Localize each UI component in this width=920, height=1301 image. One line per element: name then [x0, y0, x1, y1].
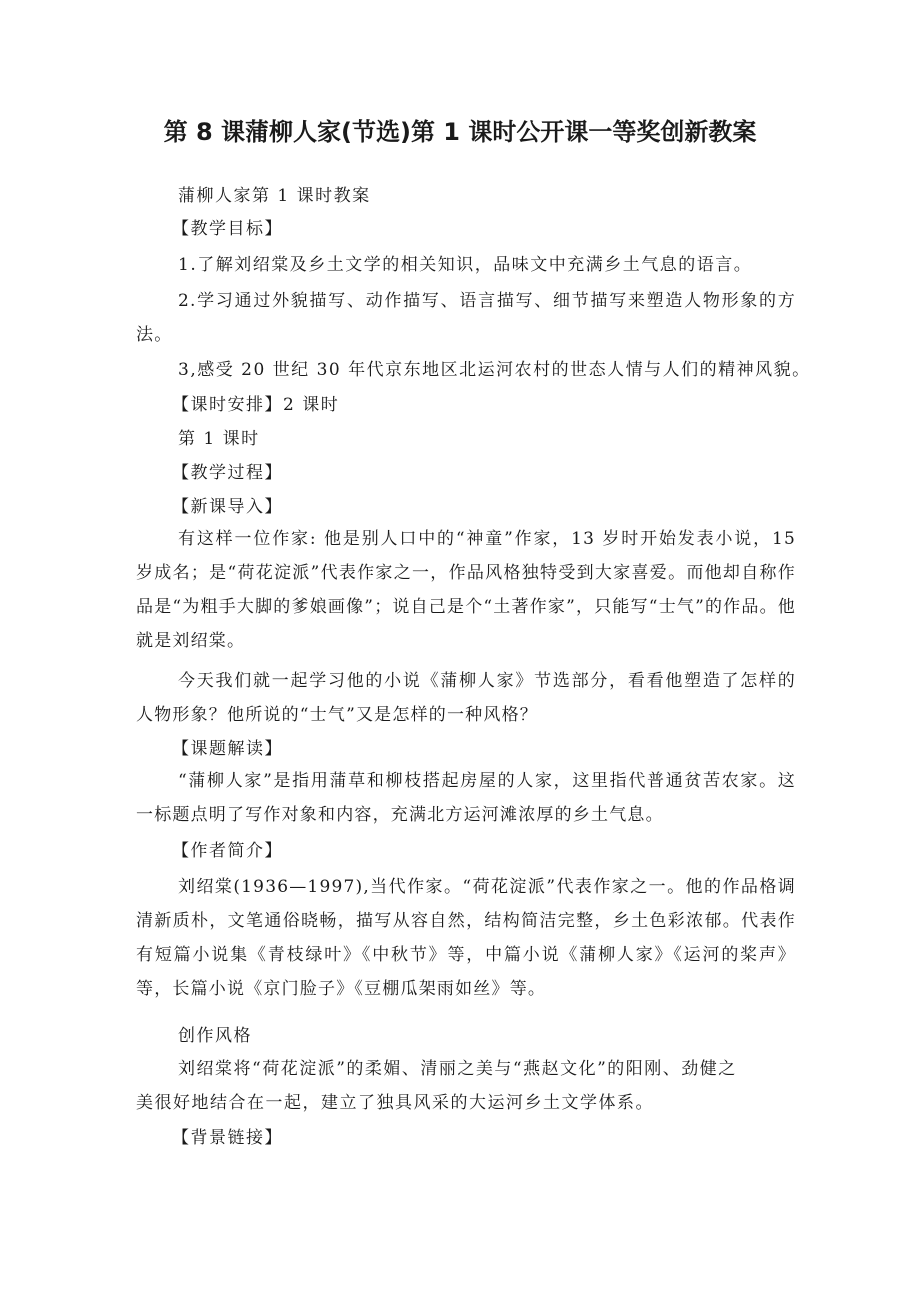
lesson-1-heading: 第 1 课时 [178, 429, 260, 449]
intro-paragraph-1: 有这样一位作家: 他是别人口中的“神童”作家，13 岁时开始发表小说，15 岁成名；是“荷花淀派”代表作家之一，作品风格独特受到大家喜爱。而他却自称作品是“为粗手大脚的爹娘画像”；说自己是个“土著作家”，只能写“士气”的作品。他就是刘绍棠。 [136, 529, 796, 651]
document-title: 第 8 课蒲柳人家(节选)第 1 课时公开课一等奖创新教案 [163, 118, 757, 146]
teaching-goals-heading: 【教学目标】 [172, 219, 283, 239]
title-interpretation-paragraph: “蒲柳人家”是指用蒲草和柳枝搭起房屋的人家，这里指代普通贫苦农家。这一标题点明了写作对象和内容，充满北方运河滩浓厚的乡土气息。 [136, 771, 796, 825]
background-heading: 【背景链接】 [172, 1128, 283, 1148]
intro-paragraph-2: 今天我们就一起学习他的小说《蒲柳人家》节选部分，看看他塑造了怎样的人物形象？他所说的“士气”又是怎样的一种风格？ [136, 671, 796, 725]
style-line-1: 刘绍棠将“荷花淀派”的柔媚、清丽之美与“燕赵文化”的阳刚、劲健之 [178, 1059, 737, 1079]
teaching-process-heading: 【教学过程】 [172, 463, 283, 483]
goal-item-1: 1.了解刘绍棠及乡土文学的相关知识，品味文中充满乡土气息的语言。 [178, 255, 753, 275]
author-intro-paragraph: 刘绍棠(1936—1997),当代作家。“荷花淀派”代表作家之一。他的作品格调清新质朴，文笔通俗晓畅，描写从容自然，结构简洁完整，乡土色彩浓郁。代表作有短篇小说集《青枝绿叶》《中秋节》等，中篇小说《蒲柳人家》《运河的桨声》等，长篇小说《京门脸子》《豆棚瓜架雨如丝》等。 [136, 877, 796, 999]
lesson-plan-subtitle: 蒲柳人家第 1 课时教案 [178, 186, 371, 206]
title-interpretation-heading: 【课题解读】 [172, 739, 283, 759]
style-heading: 创作风格 [178, 1026, 252, 1046]
schedule-line: 【课时安排】2 课时 [172, 395, 340, 415]
intro-heading: 【新课导入】 [172, 497, 283, 517]
goal-item-2: 2.学习通过外貌描写、动作描写、语言描写、细节描写来塑造人物形象的方法。 [136, 291, 796, 345]
goal-item-3: 3,感受 20 世纪 30 年代京东地区北运河农村的世态人情与人们的精神风貌。 [178, 360, 811, 380]
style-line-2: 美很好地结合在一起，建立了独具风采的大运河乡土文学体系。 [136, 1093, 654, 1113]
author-intro-heading: 【作者简介】 [172, 841, 283, 861]
